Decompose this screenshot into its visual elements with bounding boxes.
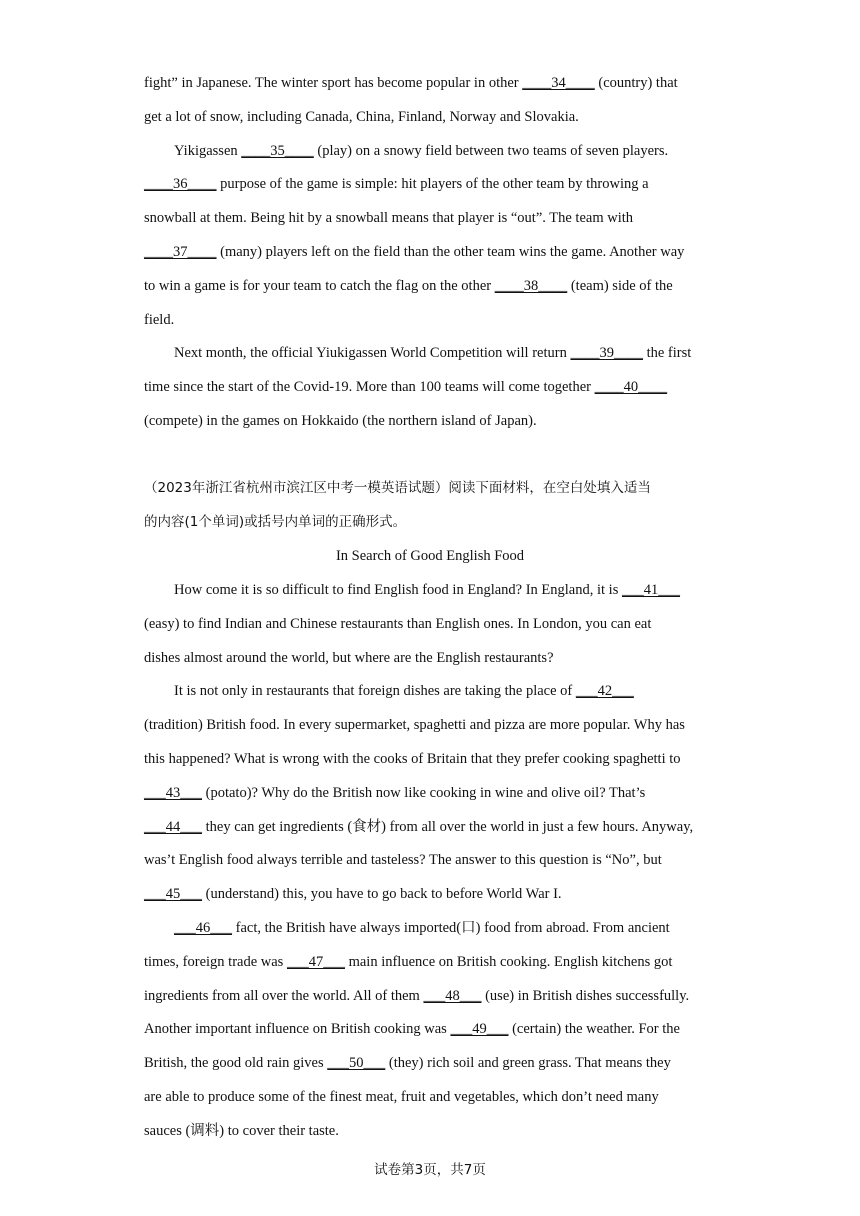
passage2-line-15: British, the good old rain gives ___50___ (they) rich soil and green grass. That means they xyxy=(144,1055,671,1071)
blank-38: ____38____ xyxy=(494,278,568,294)
blank-49: ___49___ xyxy=(450,1021,509,1037)
passage2-line-1: How come it is so difficult to find English food in England? In England, it is ___41___ xyxy=(174,582,680,598)
passage1-line-5: snowball at them. Being hit by a snowball means that player is “out”. The team with xyxy=(144,210,633,226)
passage2-line-4: It is not only in restaurants that foreign dishes are taking the place of ___42___ xyxy=(174,683,634,699)
instruction-line-1: （2023年浙江省杭州市滨江区中考一模英语试题）阅读下面材料，在空白处填入适当 xyxy=(144,480,651,496)
passage2-line-17: sauces (调料) to cover their taste. xyxy=(144,1123,339,1139)
passage1-line-3: Yikigassen ____35____ (play) on a snowy field between two teams of seven players. xyxy=(174,143,669,159)
blank-35: ____35____ xyxy=(241,143,314,159)
passage1-line-2: get a lot of snow, including Canada, China, Finland, Norway and Slovakia. xyxy=(144,109,579,125)
blank-45: ___45___ xyxy=(144,886,202,902)
instruction-line-2: 的内容(1个单词)或括号内单词的正确形式。 xyxy=(144,514,407,530)
blank-43: ___43___ xyxy=(144,785,202,801)
blank-46: ___46___ xyxy=(174,920,232,936)
passage1-line-6: ____37____ (many) players left on the field than the other team wins the game. Another way xyxy=(144,244,685,260)
page-footer: 试卷第3页，共7页 xyxy=(374,1162,486,1178)
passage2-line-7: ___43___ (potato)? Why do the British now like cooking in wine and olive oil? That’s xyxy=(144,785,646,801)
blank-41: ___41___ xyxy=(621,582,680,598)
blank-42: ___42___ xyxy=(575,683,634,699)
passage1-line-7: to win a game is for your team to catch the flag on the other ____38____ (team) side of the xyxy=(144,278,673,294)
passage2-line-2: (easy) to find Indian and Chinese restaurants than English ones. In London, you can eat xyxy=(144,616,652,632)
passage2-line-3: dishes almost around the world, but where are the English restaurants? xyxy=(144,650,554,666)
blank-34: ____34____ xyxy=(522,75,595,91)
passage1-line-1: fight” in Japanese. The winter sport has become popular in other ____34____ (country) that xyxy=(144,75,678,91)
blank-50: ___50___ xyxy=(327,1055,386,1071)
passage2-line-8: ___44___ they can get ingredients (食材) from all over the world in just a few hours. Anyway, xyxy=(144,819,694,835)
passage1-line-4: ____36____ purpose of the game is simple: hit players of the other team by throwing a xyxy=(144,176,649,192)
passage2-line-5: (tradition) British food. In every supermarket, spaghetti and pizza are more popular. Why has xyxy=(144,717,685,733)
blank-48: ___48___ xyxy=(423,988,482,1004)
passage2-line-12: times, foreign trade was ___47___ main influence on British cooking. English kitchens got xyxy=(144,954,673,970)
passage2-line-14: Another important influence on British cooking was ___49___ (certain) the weather. For the xyxy=(144,1021,680,1037)
passage1-line-10: time since the start of the Covid-19. More than 100 teams will come together ____40____ xyxy=(144,379,668,395)
passage1-line-8: field. xyxy=(144,312,175,328)
blank-37: ____37____ xyxy=(144,244,217,260)
passage2-line-13: ingredients from all over the world. All of them ___48___ (use) in British dishes successfully. xyxy=(144,988,690,1004)
blank-36: ____36____ xyxy=(144,176,217,192)
passage2-line-9: was’t English food always terrible and tasteless? The answer to this question is “No”, but xyxy=(144,852,662,868)
blank-39: ____39____ xyxy=(570,345,643,361)
passage2-line-16: are able to produce some of the finest meat, fruit and vegetables, which don’t need many xyxy=(144,1089,659,1105)
blank-47: ___47___ xyxy=(286,954,345,970)
passage1-line-11: (compete) in the games on Hokkaido (the northern island of Japan). xyxy=(144,413,537,429)
passage1-line-9: Next month, the official Yiukigassen World Competition will return ____39____ the first xyxy=(174,345,692,361)
passage2-line-6: this happened? What is wrong with the cooks of Britain that they prefer cooking spaghetti to xyxy=(144,751,681,767)
passage2-line-11: ___46___ fact, the British have always imported(口) food from abroad. From ancient xyxy=(174,920,670,936)
blank-44: ___44___ xyxy=(144,819,202,835)
passage2-title: In Search of Good English Food xyxy=(335,548,525,564)
blank-40: ____40____ xyxy=(594,379,668,395)
passage2-line-10: ___45___ (understand) this, you have to go back to before World War I. xyxy=(144,886,562,902)
